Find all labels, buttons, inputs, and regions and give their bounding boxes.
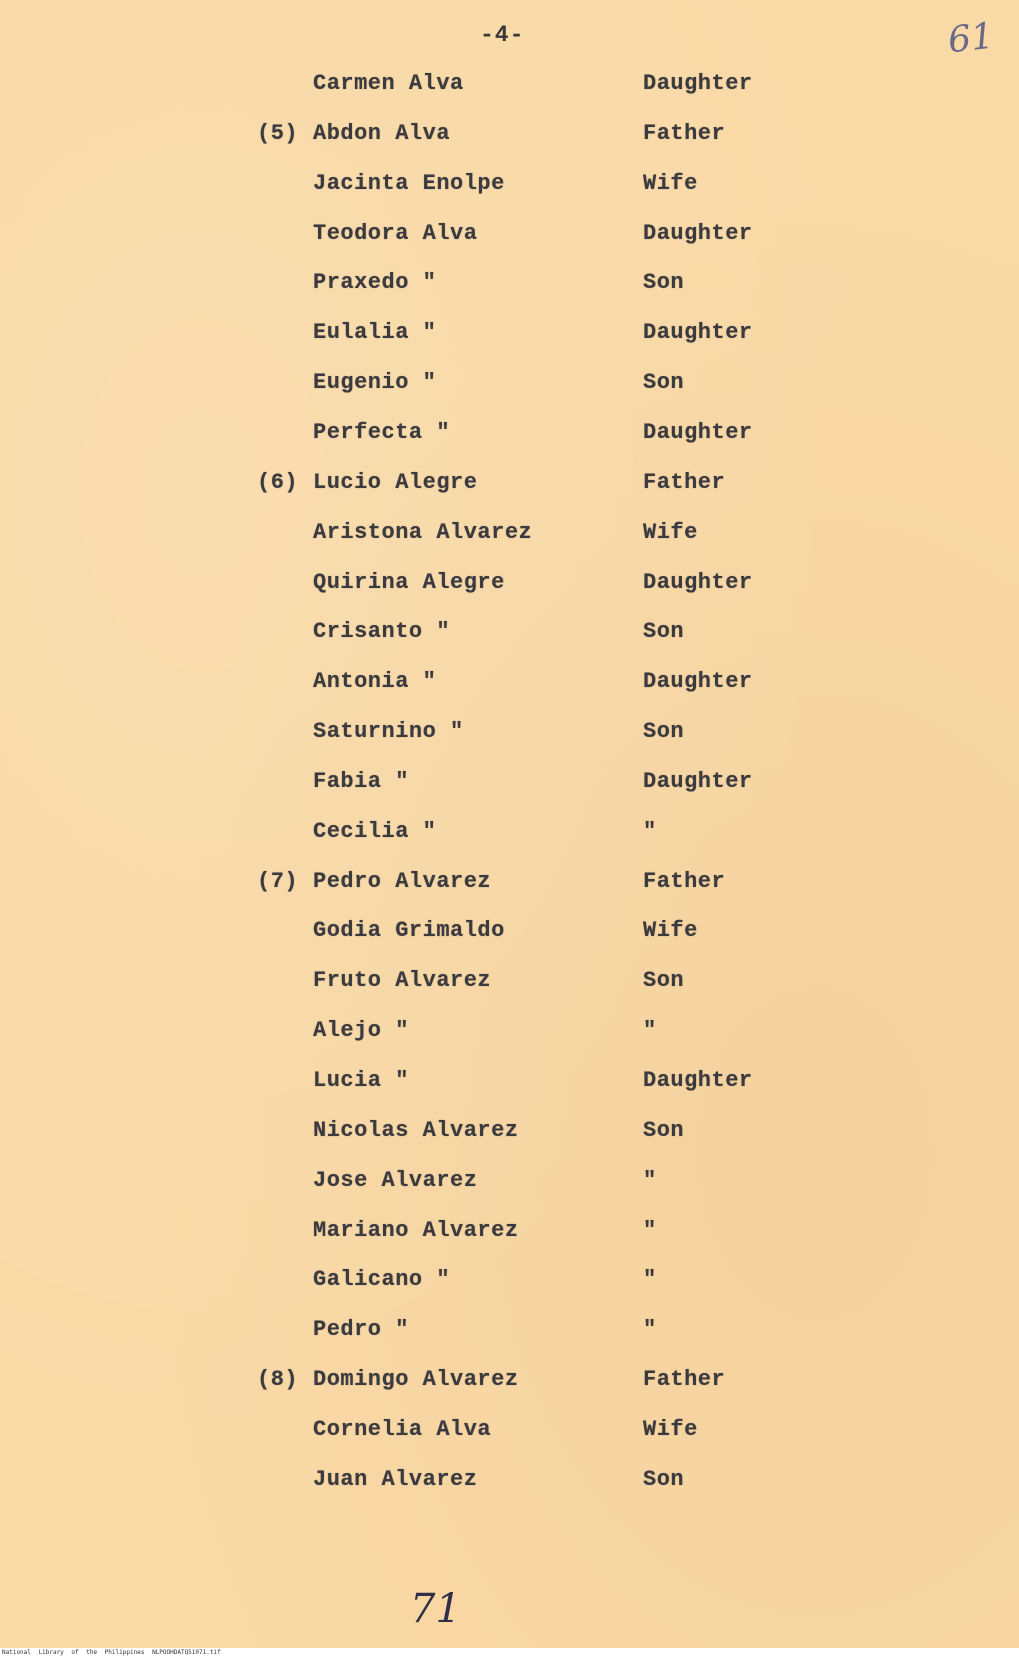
family-number: (7): [257, 869, 299, 894]
roster-row: [0, 1068, 1019, 1108]
relation: Father: [643, 869, 726, 894]
roster-row: [0, 1168, 1019, 1208]
person-name: Pedro ": [313, 1317, 409, 1342]
roster-row: [0, 71, 1019, 111]
person-name: Quirina Alegre: [313, 570, 505, 595]
relation: Wife: [643, 918, 698, 943]
person-name: Fruto Alvarez: [313, 968, 492, 993]
person-name: Cornelia Alva: [313, 1417, 492, 1442]
family-number: (8): [257, 1367, 299, 1392]
relation: ": [643, 819, 657, 844]
roster-row: [0, 1218, 1019, 1258]
person-name: Antonia ": [313, 669, 437, 694]
person-name: Godia Grimaldo: [313, 918, 505, 943]
roster-row: [0, 470, 1019, 510]
handwritten-page-number: 71: [410, 1586, 461, 1632]
family-number: (6): [257, 470, 299, 495]
roster-row: [0, 918, 1019, 958]
roster-row: [0, 1267, 1019, 1307]
person-name: Pedro Alvarez: [313, 869, 492, 894]
person-name: Praxedo ": [313, 270, 437, 295]
roster-row: [0, 1467, 1019, 1507]
roster-row: [0, 669, 1019, 709]
relation: ": [643, 1317, 657, 1342]
relation: ": [643, 1218, 657, 1243]
page-number: -4-: [480, 22, 525, 48]
relation: Daughter: [643, 570, 753, 595]
roster-row: [0, 1317, 1019, 1357]
person-name: Juan Alvarez: [313, 1467, 478, 1492]
relation: Son: [643, 968, 685, 993]
roster-row: [0, 121, 1019, 161]
relation: Son: [643, 270, 685, 295]
relation: Daughter: [643, 669, 753, 694]
person-name: Nicolas Alvarez: [313, 1118, 519, 1143]
family-number: (5): [257, 121, 299, 146]
roster-row: [0, 1018, 1019, 1058]
person-name: Aristona Alvarez: [313, 520, 533, 545]
relation: Father: [643, 470, 726, 495]
person-name: Jacinta Enolpe: [313, 171, 505, 196]
person-name: Abdon Alva: [313, 121, 451, 146]
roster-row: [0, 420, 1019, 460]
person-name: Alejo ": [313, 1018, 409, 1043]
relation: Son: [643, 619, 685, 644]
relation: Son: [643, 370, 685, 395]
roster-row: [0, 171, 1019, 211]
person-name: Cecilia ": [313, 819, 437, 844]
roster-row: [0, 719, 1019, 759]
person-name: Crisanto ": [313, 619, 451, 644]
relation: ": [643, 1018, 657, 1043]
library-credit: National Library of the Philippines: [2, 1649, 145, 1656]
relation: Daughter: [643, 769, 753, 794]
relation: ": [643, 1267, 657, 1292]
relation: Wife: [643, 171, 698, 196]
person-name: Lucio Alegre: [313, 470, 478, 495]
person-name: Saturnino ": [313, 719, 464, 744]
relation: Son: [643, 1467, 685, 1492]
relation: Daughter: [643, 1068, 753, 1093]
roster-row: [0, 968, 1019, 1008]
relation: ": [643, 1168, 657, 1193]
roster-row: [0, 769, 1019, 809]
person-name: Perfecta ": [313, 420, 451, 445]
scan-footer-text: [2, 1649, 221, 1656]
person-name: Lucia ": [313, 1068, 409, 1093]
roster-row: [0, 1367, 1019, 1407]
archive-mark: 61: [945, 15, 996, 62]
person-name: Eulalia ": [313, 320, 437, 345]
roster-row: [0, 819, 1019, 859]
roster-row: [0, 869, 1019, 909]
person-name: Eugenio ": [313, 370, 437, 395]
roster-row: [0, 221, 1019, 261]
roster-row: [0, 320, 1019, 360]
roster-row: [0, 619, 1019, 659]
relation: Son: [643, 1118, 685, 1143]
relation: Son: [643, 719, 685, 744]
roster-row: [0, 1118, 1019, 1158]
roster-row: [0, 370, 1019, 410]
relation: Wife: [643, 1417, 698, 1442]
relation: Daughter: [643, 71, 753, 96]
roster-row: [0, 520, 1019, 560]
relation: Daughter: [643, 221, 753, 246]
relation: Wife: [643, 520, 698, 545]
person-name: Domingo Alvarez: [313, 1367, 519, 1392]
relation: Daughter: [643, 320, 753, 345]
person-name: Carmen Alva: [313, 71, 464, 96]
person-name: Teodora Alva: [313, 221, 478, 246]
roster-row: [0, 270, 1019, 310]
person-name: Galicano ": [313, 1267, 451, 1292]
person-name: Jose Alvarez: [313, 1168, 478, 1193]
person-name: Fabia ": [313, 769, 409, 794]
roster-row: [0, 1417, 1019, 1457]
person-name: Mariano Alvarez: [313, 1218, 519, 1243]
roster-row: [0, 570, 1019, 610]
relation: Father: [643, 1367, 726, 1392]
relation: Daughter: [643, 420, 753, 445]
relation: Father: [643, 121, 726, 146]
file-name: NLPOOHDATQ51071.tif: [152, 1649, 221, 1656]
